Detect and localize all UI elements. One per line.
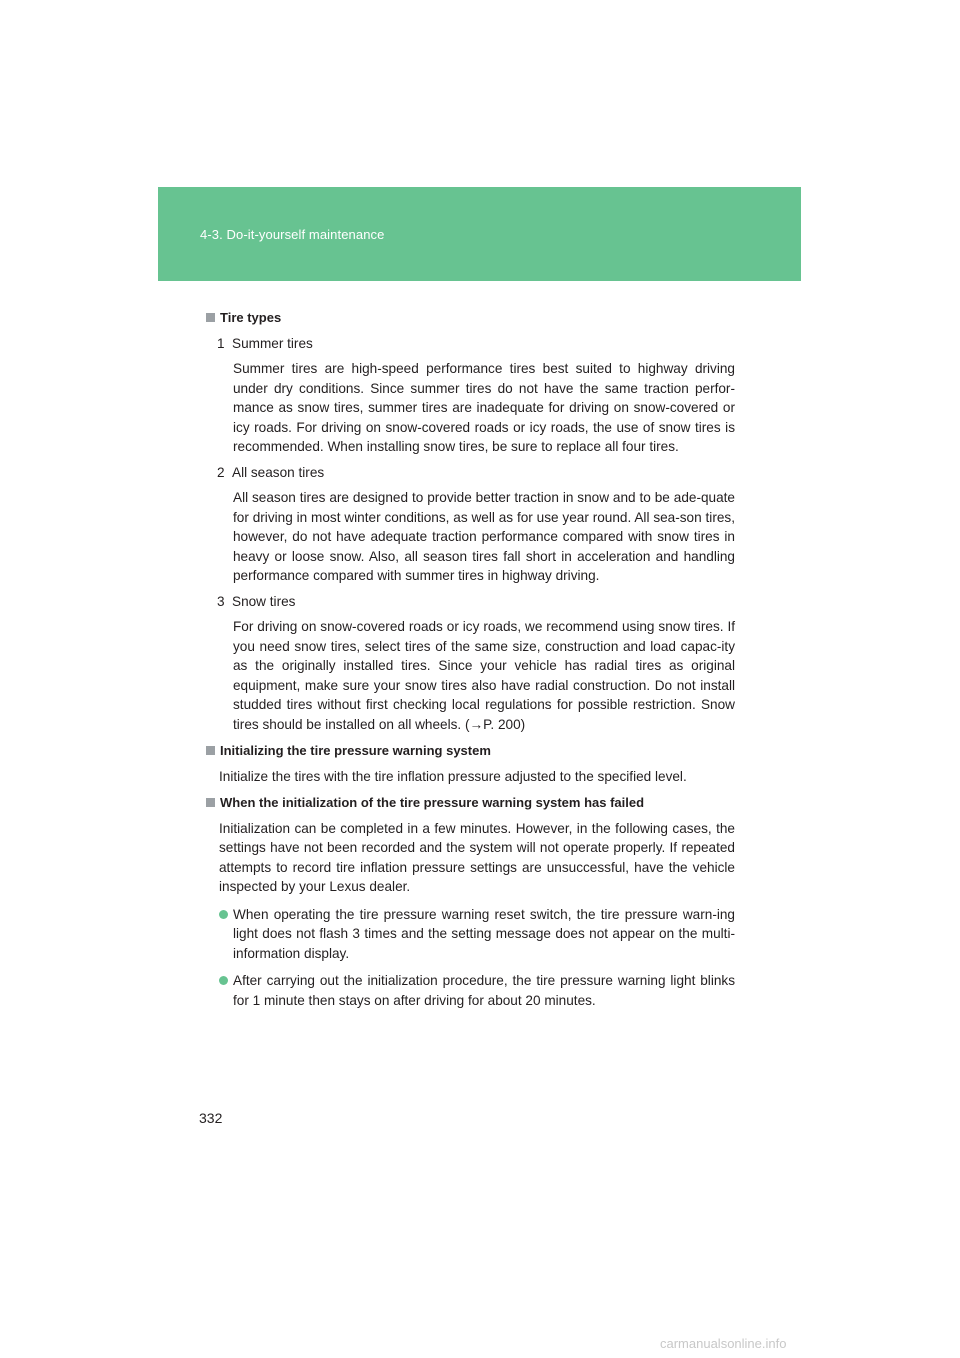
square-marker-icon	[206, 798, 215, 807]
bullet-item: After carrying out the initialization procedure, the tire pressure warning light blinks for 1 minute then stays on after driving for about 20 minutes.	[219, 971, 735, 1010]
tire-type-item-heading: 3 Snow tires	[217, 593, 296, 609]
tire-type-item-heading: 2 All season tires	[217, 464, 325, 480]
chapter-title: 4-3. Do-it-yourself maintenance	[200, 227, 385, 242]
bullet-dot-icon	[219, 910, 228, 919]
tire-type-item-body: All season tires are designed to provide better traction in snow and to be ade-quate for driving in most winter conditions, as well as for use year round. All sea-son tires, however, do not have adequate traction performance compared with snow tires in heavy or loose snow. Also, all season tires fall short in acceleration and handling performance compared with summer tires in highway driving.	[233, 490, 735, 583]
page-content	[206, 308, 735, 1010]
section-heading-initialization-failed: When the initialization of the tire pressure warning system has failed	[206, 793, 735, 813]
section-body-initialization-failed: Initialization can be completed in a few minutes. However, in the following cases, the settings have not been recorded and the system will not operate properly. If repeated attempts to record tire inflation pressure settings are unsuccessful, have the vehicle inspected by your Lexus dealer.	[219, 820, 735, 894]
square-marker-icon	[206, 746, 215, 755]
bullet-item: When operating the tire pressure warning reset switch, the tire pressure warn-ing light does not flash 3 times and the setting message does not appear on the multi-information display.	[219, 905, 735, 964]
bullet-dot-icon	[219, 976, 228, 985]
page-number: 332	[199, 1110, 223, 1126]
tire-type-item-heading: 1 Summer tires	[217, 335, 313, 351]
section-heading-initializing: Initializing the tire pressure warning system	[206, 741, 735, 761]
square-marker-icon	[206, 313, 215, 322]
tire-type-item-body: For driving on snow-covered roads or icy roads, we recommend using snow tires. If you need snow tires, select tires of the same size, construction and load capac-ity as the originally installed tires. Since your vehicle has radial tires as original equipment, make sure your snow tires also have radial construction. Do not install studded tires without first checking local regulations for possible restriction. Snow tires should be installed on all wheels. (→P. 200)	[233, 619, 735, 732]
chapter-header-band	[158, 187, 801, 281]
section-heading-tire-types: Tire types	[206, 308, 735, 328]
tire-type-item-body: Summer tires are high-speed performance tires best suited to highway driving under dry conditions. Since summer tires do not have the same traction perfor-mance as snow tires, summer tires are inadequate for driving on snow-covered or icy roads. For driving on snow-covered roads or icy roads, the use of snow tires is recommended. When installing snow tires, be sure to replace all four tires.	[233, 361, 735, 454]
watermark: carmanualsonline.info	[660, 1336, 787, 1351]
section-body-initializing: Initialize the tires with the tire inflation pressure adjusted to the specified level.	[219, 768, 687, 784]
